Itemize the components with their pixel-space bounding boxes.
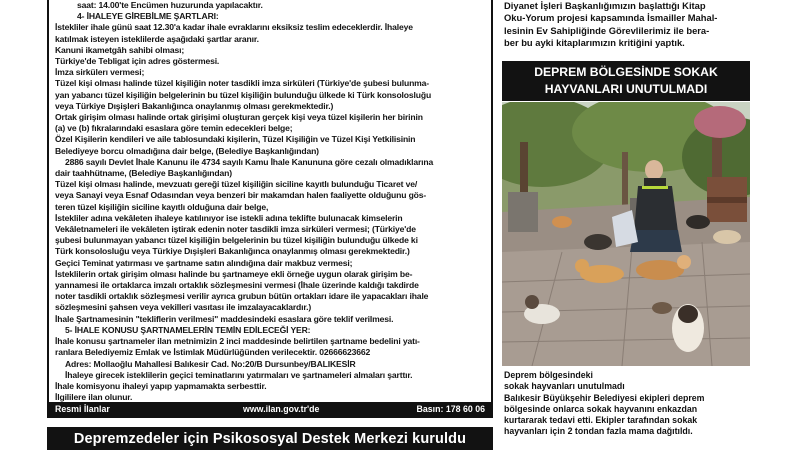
- article-title-line-1: DEPREM BÖLGESİNDE SOKAK: [534, 65, 718, 79]
- notice-line: Ortak girişim olması halinde ortak girişimi oluşturan gerçek kişi veya tüzel kişilerin her birinin: [55, 112, 423, 123]
- notice-line: İsteklilerin ortak girişim olması halinde bu şartnameye ekli örneğe uygun olarak girişim be-: [55, 268, 413, 279]
- article-title-line-2: HAYVANLARI UNUTULMADI: [544, 82, 708, 96]
- headline-bar: [47, 427, 493, 450]
- notice-line: sözleşmesini şahsen veya vekilleri vasıtası ile imzalayacaklardır.): [55, 302, 312, 313]
- top-news-line: lesinin Ev Sahipliğinde Görevlilerimiz ile bera-: [504, 24, 710, 36]
- notice-line: 2886 sayılı Devlet İhale Kanunu ile 4734 sayılı Kamu İhale Kanununa göre cezalı olmadıklarına: [65, 156, 434, 167]
- caption-body-line: hayvanları için 2 tondan fazla mama dağıtıldı.: [504, 426, 693, 437]
- notice-line: noter tasdikli ortaklık sözleşmesi verilir ayrıca grubun bütün ortakları idare ile yapacakları ihale: [55, 291, 429, 302]
- notice-line: teren tüzel kişiliğin siciline kayıtlı olduğuna dair belge,: [55, 201, 269, 212]
- tender-notice: [47, 0, 493, 418]
- notice-line: İlgililere ilan olunur.: [55, 392, 133, 403]
- notice-footer-label: Resmi İlanlar: [55, 404, 110, 414]
- caption-heading-line: sokak hayvanları unutulmadı: [504, 381, 625, 392]
- notice-line: Belediyeye borcu olmadığına dair belge, (Belediye Başkanlığından): [55, 145, 319, 156]
- notice-line: İmza sirkülerı vermesi;: [55, 67, 145, 78]
- notice-footer-bar: [49, 402, 491, 416]
- notice-footer-website[interactable]: www.ilan.gov.tr'de: [243, 404, 320, 414]
- article-photo: [502, 102, 750, 366]
- notice-line: veya Türkiye Dışişleri Bakanlığınca onaylanmış olması gerekmektedir.): [55, 100, 334, 111]
- photo-illustration: [502, 102, 750, 366]
- notice-footer-press-code: Basın: 178 60 06: [416, 404, 485, 414]
- notice-line: ranlara Belediyemiz Emlak ve İstimlak Müdürlüğünden verilecektir. 02666623662: [55, 347, 371, 358]
- notice-line: İhale komisyonu ihaleyi yapıp yapmamakta serbesttir.: [55, 380, 267, 391]
- caption-body-line: kurtararak tedavi etti. Ekipler tarafından sokak: [504, 415, 698, 426]
- notice-line: Adres: Mollaoğlu Mahallesi Balıkesir Cad. No:20/B Dursunbey/BALIKESİR: [65, 358, 356, 369]
- notice-line: Geçici Teminat yatırması ve şartname satın alındığına dair makbuz vermesi;: [55, 257, 353, 268]
- notice-line: İhale Şartnamesinin "tekliflerin verilmesi" maddesindeki esaslara göre teklif verilmesi.: [55, 313, 394, 324]
- article-title-box: [502, 61, 750, 101]
- notice-line: şubesi bulunmayan yabancı tüzel kişiliğin belgelerinin bu tüzel kişiliğin bulunduğu ülkede ki: [55, 235, 418, 246]
- notice-line: Özel Kişilerin kendileri ve aile tablosundaki kişilerin, Tüzel Kişiliğin ve Tüzel Kişi Yetkilisinin: [55, 134, 416, 145]
- caption-heading-line: Deprem bölgesindeki: [504, 370, 593, 380]
- notice-line: Kanuni ikametgâh sahibi olması;: [55, 44, 185, 55]
- notice-line: Vekâletnameleri ile vekâleten iştirak edenin noter tasdikli imza sirküleri vermesi; (Türkiye'de: [55, 224, 416, 235]
- notice-line: yannamesi ile ortaklarca imzalı ortaklık sözleşmesini vermesi (İhale üzerinde kaldığı takdirde: [55, 280, 419, 291]
- notice-line: yan yabancı tüzel kişiliğin belgelerinin bu tüzel kişiliğin bulunduğu ülkede ki Türk konsolosluğu: [55, 89, 432, 100]
- notice-line: Türkiye'de Tebligat için adres göstermesi.: [55, 56, 220, 67]
- notice-line: İhaleye girecek isteklilerin geçici teminatlarını yatırmaları ve şartnameleri almaları şarttır.: [65, 369, 413, 380]
- right-column: [502, 0, 750, 450]
- photo-caption: [504, 370, 750, 438]
- notice-line: katılmak isteyen isteklilerde aşağıdaki şartlar aranır.: [55, 33, 259, 44]
- notice-line: Türk konsolosluğu veya Türkiye Dışişleri Bakanlığınca onaylanmış olması gerekmektedir.): [55, 246, 410, 257]
- notice-line: dair taahhütname, (Belediye Başkanlığından): [55, 168, 232, 179]
- top-news-line: Diyanet İşleri Başkanlığımızın başlattığı Kitap: [504, 0, 706, 11]
- notice-line: 4- İHALEYE GİREBİLME ŞARTLARI:: [77, 11, 219, 22]
- caption-body-line: bölgesinde onlarca sokak hayvanını enkazdan: [504, 403, 698, 414]
- notice-line: (a) ve (b) fıkralarındaki esaslara göre temin edecekleri belge;: [55, 123, 293, 134]
- notice-line: İstekliler ihale günü saat 12.30'a kadar ihale evraklarını eksiksiz teslim edeceklerdir. İhaleye: [55, 22, 413, 33]
- notice-line: saat: 14.00'te Encümen huzurunda yapılacaktır.: [77, 0, 263, 10]
- top-news-snippet: [502, 0, 750, 56]
- tender-notice-body: [49, 0, 491, 403]
- notice-line: Tüzel kişi olması halinde, mevzuatı gereği tüzel kişiliğin siciline kayıtlı bulunduğu Ticaret ve/: [55, 179, 418, 190]
- notice-line: veya Sanayi veya Esnaf Odasından veya benzeri bir makamdan halen faaliyette olduğunu gös-: [55, 190, 427, 201]
- top-news-line: Oku-Yorum projesi kapsamında İsmailler Mahal-: [504, 12, 718, 24]
- notice-line: İstekliler adına vekâleten ihaleye katılınıyor ise istekli adına teklifte bulunacak kimselerin: [55, 212, 403, 223]
- top-news-line: ber bu ayki kitaplarımızın kritiğini yaptık.: [504, 37, 685, 49]
- headline-text: Depremzedeler için Psikososyal Destek Merkezi kuruldu: [73, 430, 467, 447]
- caption-body-line: Balıkesir Büyükşehir Belediyesi ekipleri deprem: [504, 392, 705, 403]
- notice-line: 5- İHALE KONUSU ŞARTNAMELERİN TEMİN EDİLECEĞİ YER:: [65, 324, 311, 335]
- notice-line: İhale konusu şartnameler ilan metnimizin 2 inci maddesinde belirtilen şartname bedelini yatı-: [55, 336, 420, 347]
- notice-line: Tüzel kişi olması halinde tüzel kişiliğin noter tasdikli imza sirküleri (Türkiye'de şubesi bulunma-: [55, 78, 430, 89]
